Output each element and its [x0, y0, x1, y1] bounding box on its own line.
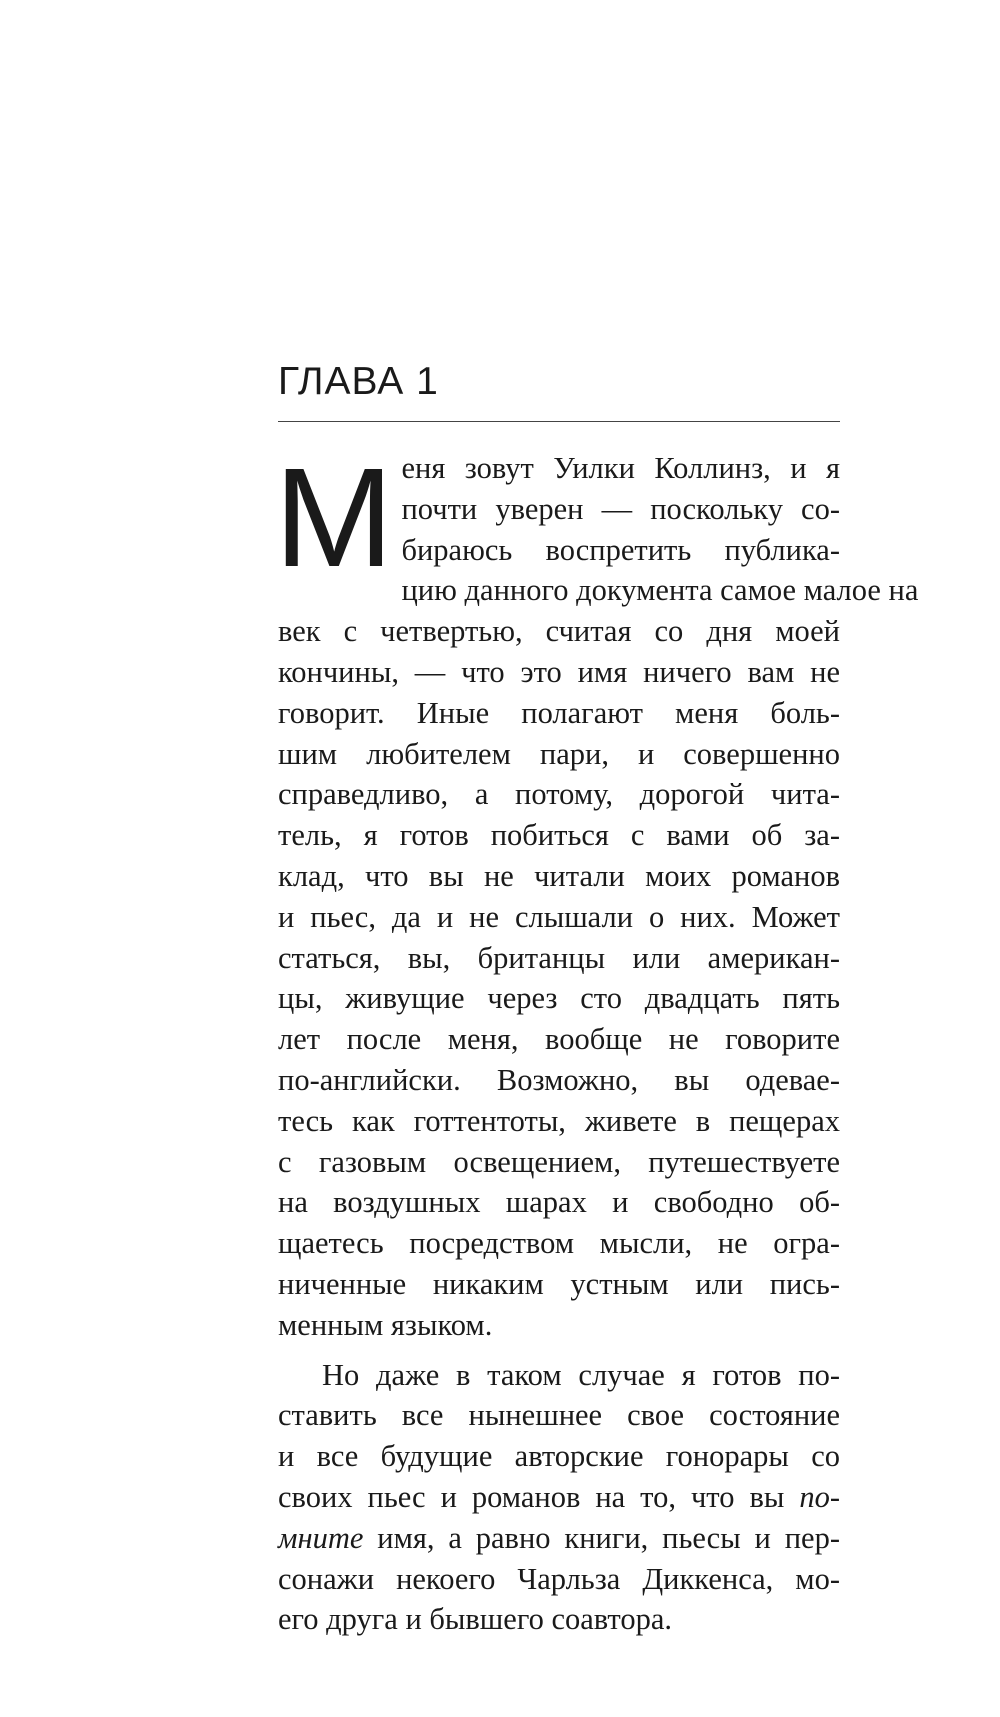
- text-line: ниченные никаким устным или пись-: [278, 1266, 840, 1301]
- text-line: ставить все нынешнее свое состояние: [278, 1398, 840, 1433]
- text-line: сонажи некоего Чарльза Диккенса, мо-: [278, 1561, 840, 1596]
- text-line: щаетесь посредством мысли, не огра-: [278, 1226, 840, 1261]
- text-line: менным языком.: [278, 1307, 493, 1342]
- emphasis-text: мните: [278, 1520, 364, 1555]
- text-line: [278, 1477, 840, 1518]
- paragraph-2: [278, 1355, 840, 1641]
- text-line: цию данного документа самое малое на: [401, 573, 919, 608]
- text-line: на воздушных шарах и свободно об-: [278, 1185, 840, 1220]
- text-segment: имя, а равно книги, пьесы и пер-: [363, 1520, 840, 1555]
- text-line: кончины, — что это имя ничего вам не: [278, 654, 840, 689]
- text-segment: своих пьес и романов на то, что вы: [278, 1479, 800, 1514]
- chapter-body: [274, 438, 919, 1640]
- text-line: [278, 1518, 840, 1559]
- text-line: по-английски. Возможно, вы одевае-: [278, 1062, 840, 1097]
- text-line: говорит. Иные полагают меня боль-: [278, 695, 840, 730]
- chapter-heading: ГЛАВА 1: [278, 360, 439, 403]
- text-line: с газовым освещением, путешествуете: [278, 1144, 840, 1179]
- text-line: бираюсь воспретить публика-: [401, 532, 840, 567]
- text-line: клад, что вы не читали моих романов: [278, 858, 840, 893]
- text-line: тель, я готов побиться с вами об за-: [278, 818, 840, 853]
- text-line: век с четвертью, считая со дня моей: [278, 614, 840, 649]
- text-line: и все будущие авторские гонорары со: [278, 1439, 840, 1474]
- text-line: лет после меня, вообще не говорите: [278, 1022, 840, 1057]
- text-line: еня зовут Уилки Коллинз, и я: [401, 451, 840, 485]
- chapter-rule: [278, 421, 840, 422]
- emphasis-text: по-: [799, 1479, 840, 1514]
- text-line: и пьес, да и не слышали о них. Может: [278, 899, 840, 934]
- text-line: его друга и бывшего соавтора.: [278, 1602, 673, 1637]
- drop-cap: М: [274, 438, 394, 596]
- text-line: почти уверен — поскольку со-: [401, 491, 840, 526]
- text-line: статься, вы, британцы или американ-: [278, 940, 840, 975]
- text-line: тесь как готтентоты, живете в пещерах: [278, 1103, 840, 1138]
- text-line: цы, живущие через сто двадцать пять: [278, 981, 840, 1016]
- paragraph-1: [274, 438, 919, 1346]
- text-line: Но даже в таком случае я готов по-: [322, 1357, 840, 1392]
- text-line: шим любителем пари, и совершенно: [278, 736, 840, 771]
- text-line: справедливо, а потому, дорогой чита-: [278, 777, 840, 812]
